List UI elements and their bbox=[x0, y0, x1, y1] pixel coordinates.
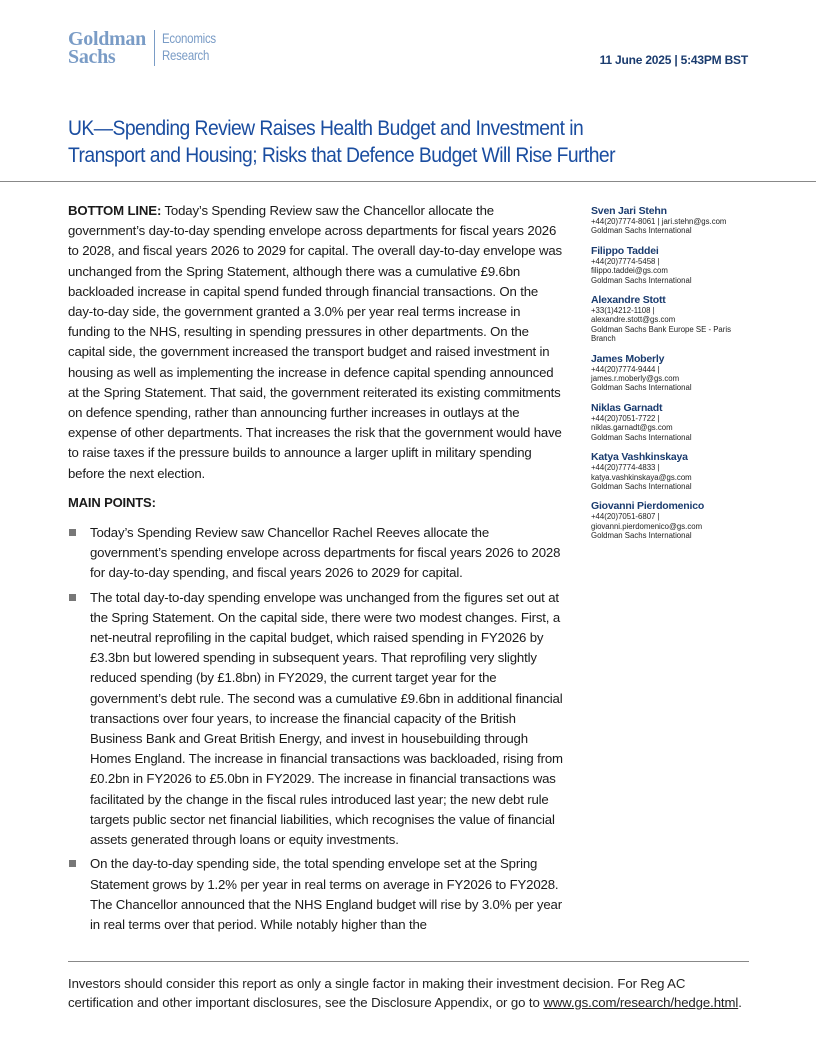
logo-subtitle: Economics Research bbox=[161, 30, 216, 63]
author-name: Sven Jari Stehn bbox=[591, 205, 667, 217]
disclosure-link[interactable]: www.gs.com/research/hedge.html bbox=[543, 995, 739, 1010]
authors-sidebar bbox=[591, 205, 751, 550]
author-card bbox=[591, 402, 751, 442]
author-name: Niklas Garnadt bbox=[591, 401, 663, 414]
logo-wordmark: Goldman Sachs bbox=[68, 28, 146, 68]
author-firm: Goldman Sachs Bank Europe SE - Paris bbox=[591, 324, 731, 334]
list-item: On the day-to-day spending side, the total spending envelope set at the Spring Statement grows by 1.2% per year in real terms on average in FY2026 to FY2028. The Chancellor announced that the NHS England budget will rise by 3.0% per year in real terms over that period. While notably higher than the bbox=[68, 854, 566, 935]
author-firm: Goldman Sachs International bbox=[591, 481, 692, 491]
bullet-square-icon bbox=[69, 529, 76, 536]
author-email[interactable]: filippo.taddei@gs.com bbox=[591, 266, 668, 276]
report-title bbox=[68, 115, 712, 169]
bottom-line-text: Today’s Spending Review saw the Chancellor allocate the government’s day-to-day spending envelope across departments for fiscal years 2026 to 2028, and fiscal years 2026 to 2029 for capital. The overall day-to-day envelope was unchanged from the Spring Statement, although there was a cumulative £9.6bn backloaded increase in capital spend funded through financial transactions. On the day-to-day side, the government granted a 3.0% per year real terms increase in funding to the NHS, resulting in spending pressures in other departments. On the capital side, the government increased the transport budget and raised investment in housing as well as implementing the increase in defence capital spending announced at the Spring Statement. That said, the government reiterated its existing commitments on defence spending, rather than announcing further increases in outlays at the expense of other departments. That increases the risk that the government would have to raise taxes if the pressure builds to announce a larger uplift in military spending before the next election. bbox=[68, 203, 563, 481]
author-email[interactable]: james.r.moberly@gs.com bbox=[591, 374, 680, 384]
author-phone: +44(20)7774-5458 | bbox=[591, 256, 660, 266]
author-phone: +33(1)4212-1108 | bbox=[591, 306, 655, 316]
gs-logo bbox=[68, 30, 228, 66]
author-firm: Goldman Sachs International bbox=[591, 383, 692, 393]
author-firm: Goldman Sachs International bbox=[591, 275, 692, 285]
author-firm: Branch bbox=[591, 334, 616, 344]
author-email[interactable]: katya.vashkinskaya@gs.com bbox=[591, 472, 692, 482]
author-firm: Goldman Sachs International bbox=[591, 432, 692, 442]
author-name: Alexandre Stott bbox=[591, 294, 666, 307]
footer-text: Investors should consider this report as only a single factor in making their investment decision. For Reg AC certification and other important disclosures, see the Disclosure Appendix, or go to bbox=[68, 976, 686, 1010]
author-card bbox=[591, 205, 751, 236]
bottom-line-label: BOTTOM LINE: bbox=[68, 203, 162, 218]
author-card bbox=[591, 294, 751, 344]
report-date: 11 June 2025 | 5:43PM BST bbox=[599, 53, 748, 67]
title-line: UK—Spending Review Raises Health Budget and Investment in bbox=[68, 117, 584, 140]
author-phone: +44(20)7774-4833 | bbox=[591, 463, 660, 473]
list-item: The total day-to-day spending envelope was unchanged from the figures set out at the Spring Statement. On the capital side, there were two modest changes. First, a net-neutral reprofiling in the capital budget, which raised spending in FY2026 by £3.3bn but lowered spending in subsequent years. That reprofiling very slightly reduced spending (by £1.8bn) in FY2029, the current target year for the government’s debt rule. The second was a cumulative £9.6bn in additional financial transactions over four years, to increase the financial capacity of the British Business Bank and Great British Energy, and invest in housebuilding through Homes England. The increase in financial transactions was backloaded, rising from £0.2bn in FY2026 to £5.0bn in FY2029. The increase in financial transactions was facilitated by the change in the fiscal rules introduced last year; the new debt rule targets public sector net financial liabilities, which recognises the value of financial assets generated through loans or equity investments. bbox=[68, 588, 566, 851]
author-email[interactable]: giovanni.pierdomenico@gs.com bbox=[591, 521, 703, 531]
author-firm: Goldman Sachs International bbox=[591, 531, 692, 541]
logo-divider bbox=[154, 30, 155, 66]
author-name: Katya Vashkinskaya bbox=[591, 451, 688, 464]
footer-divider bbox=[68, 961, 749, 962]
author-phone: +44(20)7051-7722 | bbox=[591, 413, 660, 423]
author-card bbox=[591, 353, 751, 393]
author-name: James Moberly bbox=[591, 352, 665, 365]
author-card bbox=[591, 500, 751, 540]
author-email[interactable]: alexandre.stott@gs.com bbox=[591, 315, 676, 325]
title-line: Transport and Housing; Risks that Defence Budget Will Rise Further bbox=[68, 144, 616, 167]
author-phone: +44(20)7774-9444 | bbox=[591, 364, 660, 374]
header-divider bbox=[0, 181, 816, 182]
author-phone: +44(20)7051-6807 | bbox=[591, 512, 660, 522]
bottom-line-paragraph bbox=[68, 201, 566, 484]
bullet-square-icon bbox=[69, 860, 76, 867]
main-points-heading: MAIN POINTS: bbox=[68, 494, 156, 510]
author-email[interactable]: niklas.garnadt@gs.com bbox=[591, 423, 673, 433]
author-name: Filippo Taddei bbox=[591, 244, 659, 257]
author-firm: Goldman Sachs International bbox=[591, 226, 692, 236]
author-card bbox=[591, 451, 751, 491]
main-content bbox=[68, 201, 566, 939]
disclosure-footer bbox=[68, 974, 748, 1012]
author-card bbox=[591, 245, 751, 285]
footer-end: . bbox=[738, 995, 742, 1010]
list-item: Today’s Spending Review saw Chancellor Rachel Reeves allocate the government’s spending envelope across departments for fiscal years 2026 to 2028 for day-to-day spending, and fiscal years 2026 to 2029 for capital. bbox=[68, 523, 566, 584]
author-name: Giovanni Pierdomenico bbox=[591, 500, 705, 513]
author-contact[interactable]: +44(20)7774-8061 | jari.stehn@gs.com bbox=[591, 217, 727, 226]
bullet-square-icon bbox=[69, 594, 76, 601]
